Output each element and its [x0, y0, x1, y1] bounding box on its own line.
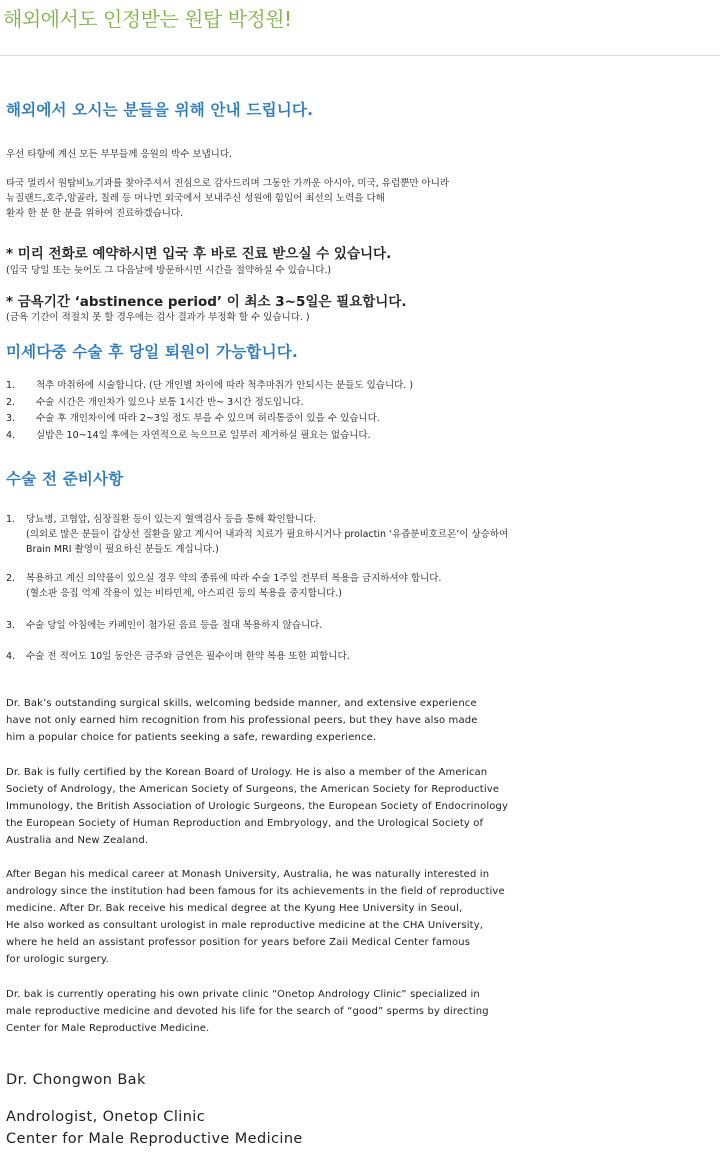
doctor-role: Andrologist, Onetop Clinic	[6, 1109, 206, 1125]
bio-line: Center for Male Reproductive Medicine.	[6, 1023, 210, 1034]
item-text: (혈소판 응집 억제 작용이 있는 비타민제, 아스피린 등의 복용을 중지합니다.)	[26, 588, 342, 599]
sameday-item	[6, 427, 371, 441]
prep-heading: 수술 전 준비사항	[6, 470, 124, 488]
sameday-item	[6, 410, 380, 424]
item-text: (의외로 많은 분들이 갑상선 질환을 앓고 계시어 내과적 치료가 필요하시거나 prolactin ‘유즙분비호르몬’이 상승하여	[26, 529, 509, 540]
item-number: 3.	[6, 413, 16, 424]
bio-line: medicine. After Dr. Bak receive his medical degree at the Kyung Hee University in Seoul,	[6, 903, 463, 914]
reservation-notice-sub: (입국 당일 또는 늦어도 그 다음날에 방문하시면 시간을 절약하실 수 있습니다.)	[6, 265, 332, 276]
item-number: 3.	[6, 620, 16, 631]
bio-line: Immunology, the British Association of Urologic Surgeons, the European Society of Endocrinology	[6, 801, 509, 812]
intro-line-1: 타국 멀리서 원탑비뇨기과를 찾아주셔서 진심으로 감사드리며 그동안 가까운 아시아, 미국, 유럽뿐만 아니라	[6, 178, 450, 189]
item-number: 2.	[6, 573, 16, 584]
item-text: 당뇨병, 고협압, 심장질환 등이 있는지 혈액검사 등을 통해 확인합니다.	[26, 514, 317, 525]
overseas-heading: 해외에서 오시는 분들을 위해 안내 드립니다.	[6, 101, 314, 119]
bio-line: Australia and New Zealand.	[6, 835, 149, 846]
item-text: 실밥은 10~14일 후에는 자연적으로 녹으므로 일부러 제거하실 필요는 없습니다.	[36, 430, 371, 441]
page-header	[0, 0, 720, 56]
sameday-item	[6, 394, 303, 408]
abstinence-notice: * 금욕기간 ‘abstinence period’ 이 최소 3~5일은 필요합니다.	[6, 294, 407, 310]
reservation-notice: * 미리 전화로 예약하시면 입국 후 바로 진료 받으실 수 있습니다.	[6, 246, 392, 262]
bio-line: After Began his medical career at Monash University, Australia, he was naturally interested in	[6, 869, 490, 880]
item-number: 4.	[6, 430, 16, 441]
item-number: 1.	[6, 514, 16, 525]
item-text: 척추 마취하에 시술합니다. (단 개인별 차이에 따라 척추마취가 안되시는 분들도 있습니다. )	[36, 380, 414, 391]
item-text: 수술 시간은 개인차가 있으나 보통 1시간 반~ 3시간 정도입니다.	[36, 397, 304, 408]
page-title: 해외에서도 인정받는 원탑 박정원!	[3, 7, 292, 31]
bio-paragraph	[6, 695, 478, 746]
bio-line: him a popular choice for patients seeking a safe, rewarding experience.	[6, 732, 377, 743]
bio-line: male reproductive medicine and devoted his life for the search of “good” sperms by directing	[6, 1006, 489, 1017]
bio-paragraph	[6, 866, 505, 968]
sameday-item	[6, 377, 413, 391]
greeting-text: 우선 타향에 계신 모든 부부들께 응원의 박수 보냅니다.	[6, 149, 233, 160]
center-name: Center for Male Reproductive Medicine	[6, 1131, 303, 1147]
bio-line: for urologic surgery.	[6, 954, 109, 965]
item-text: Brain MRI 촬영이 필요하신 분들도 계십니다.)	[26, 544, 219, 555]
item-text: 수술 당일 아침에는 카페인이 첨가된 음료 등을 절대 복용하지 않습니다.	[26, 620, 323, 631]
bio-line: the European Society of Human Reproduction and Embryology, and the Urological Society of	[6, 818, 484, 829]
bio-line: Society of Andrology, the American Society of Surgeons, the American Society for Reproductive	[6, 784, 500, 795]
item-text: 복용하고 계신 의약품이 있으실 경우 약의 종류에 따라 수술 1주일 전부터 복용을 금지하셔야 합니다.	[26, 573, 442, 584]
item-number: 2.	[6, 397, 16, 408]
item-number: 4.	[6, 651, 16, 662]
bio-line: have not only earned him recognition from his professional peers, but they have also made	[6, 715, 478, 726]
bio-paragraph	[6, 986, 489, 1037]
bio-line: andrology since the institution had been famous for its achievements in the field of reproductive	[6, 886, 505, 897]
bio-line: He also worked as consultant urologist in male reproductive medicine at the CHA University,	[6, 920, 484, 931]
doctor-name: Dr. Chongwon Bak	[6, 1072, 146, 1088]
item-text: 수술 후 개인차이에 따라 2~3일 정도 부을 수 있으며 허리통증이 있을 수 있습니다.	[36, 413, 380, 424]
bio-line: Dr. bak is currently operating his own private clinic “Onetop Andrology Clinic” specialized in	[6, 989, 480, 1000]
abstinence-notice-sub: (금욕 기간이 적절치 못 할 경우에는 검사 결과가 부정확 할 수 있습니다. )	[6, 312, 310, 323]
intro-line-3: 환자 한 분 한 분을 위하여 진료하겠습니다.	[6, 208, 184, 219]
bio-paragraph	[6, 764, 508, 849]
bio-line: Dr. Bak is fully certified by the Korean Board of Urology. He is also a member of the American	[6, 767, 488, 778]
bio-line: Dr. Bak’s outstanding surgical skills, welcoming bedside manner, and extensive experience	[6, 698, 477, 709]
sameday-heading: 미세다중 수술 후 당일 퇴원이 가능합니다.	[6, 343, 299, 361]
item-text: 수술 전 적어도 10일 동안은 금주와 금연은 필수이며 한약 복용 또한 피합니다.	[26, 651, 350, 662]
bio-line: where he held an assistant professor position for years before Zaii Medical Center famous	[6, 937, 471, 948]
item-number: 1.	[6, 380, 16, 391]
intro-line-2: 뉴질랜드,호주,앙골라, 칠레 등 머나먼 외국에서 보내주신 성원에 힘입어 최선의 노력을 다해	[6, 193, 385, 204]
